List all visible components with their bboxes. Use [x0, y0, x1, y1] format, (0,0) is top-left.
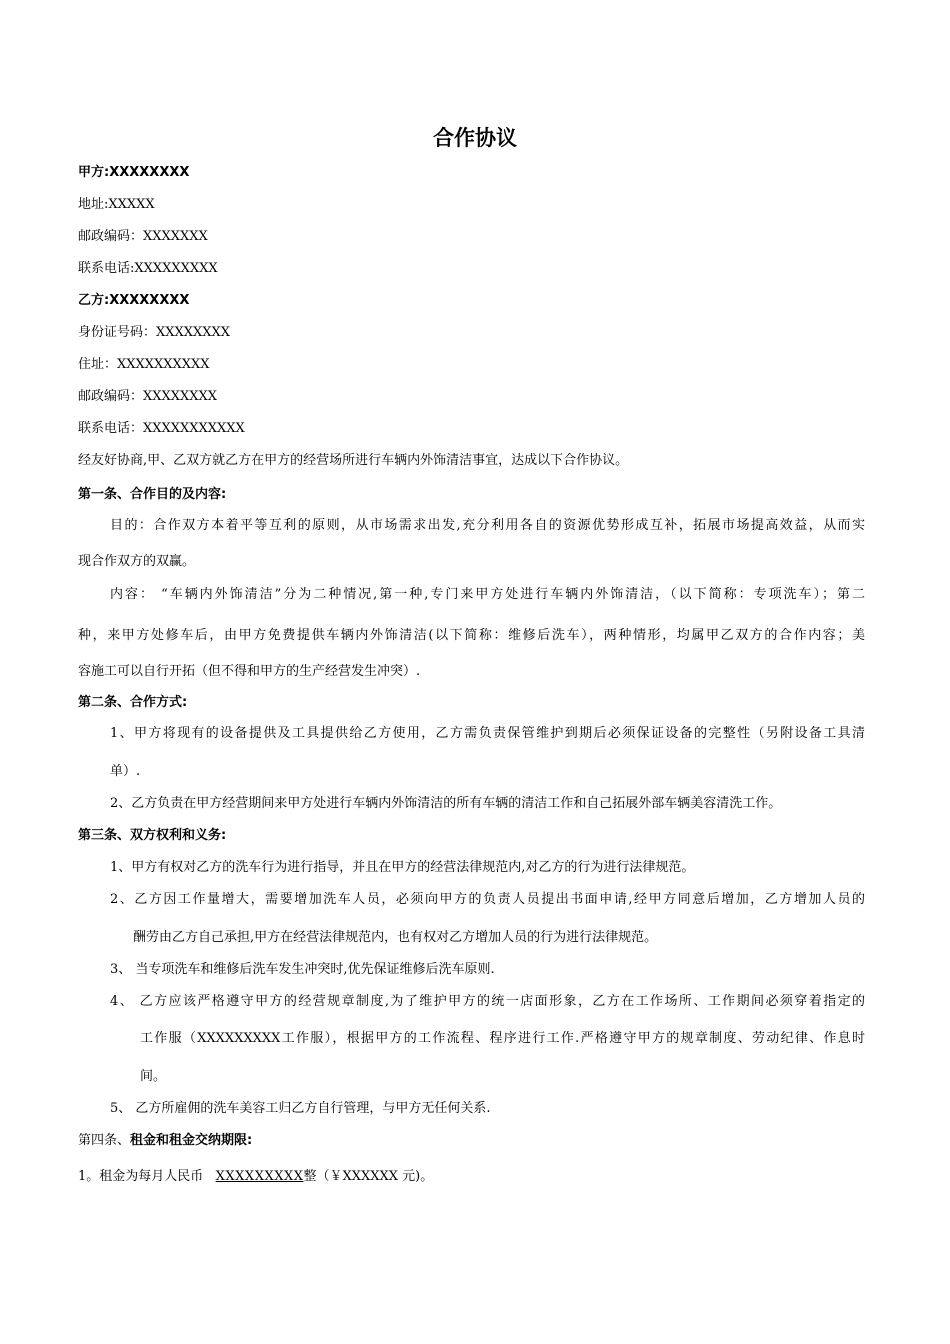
party-a-phone: 联系电话:XXXXXXXXX: [78, 261, 218, 276]
party-b-postcode: 邮政编码：XXXXXXXX: [78, 389, 218, 404]
article-3-item-3: 3、 当专项洗车和维修后洗车发生冲突时,优先保证维修后洗车原则.: [110, 962, 495, 977]
article-3-item-4-line-2: 工作服（XXXXXXXXX工作服），根据甲方的工作流程、程序进行工作.严格遵守甲方的规章制度、劳动纪律、作息时: [140, 1031, 865, 1046]
article-1-purpose-line-2: 现合作双方的双赢。: [78, 554, 196, 569]
intro-paragraph: 经友好协商,甲、乙双方就乙方在甲方的经营场所进行车辆内外饰清洁事宜，达成以下合作协议。: [78, 453, 629, 468]
article-1-content-line-3: 容施工可以自行开拓（但不得和甲方的生产经营发生冲突）.: [78, 664, 421, 679]
article-4-heading-title: 租金和租金交纳期限:: [130, 1133, 253, 1148]
article-4-heading: [78, 1132, 870, 1150]
party-a-label: 甲方:XXXXXXXX: [78, 165, 190, 180]
article-1-purpose-line-1: 目的：合作双方本着平等互利的原则，从市场需求出发,充分利用各自的资源优势形成互补，拓展市场提高效益，从而实: [110, 518, 865, 533]
article-4-rent-line: [78, 1168, 870, 1186]
article-3-item-1: 1、甲方有权对乙方的洗车行为进行指导，并且在甲方的经营法律规范内,对乙方的行为进行法律规范。: [110, 860, 695, 875]
article-2-item-1-line-1: 1、甲方将现有的设备提供及工具提供给乙方使用，乙方需负责保管维护到期后必须保证设备的完整性（另附设备工具清: [110, 726, 865, 741]
article-1-content-line-1: 内容： “车辆内外饰清洁”分为二种情况,第一种,专门来甲方处进行车辆内外饰清洁，（以下简称：专项洗车）；第二: [110, 587, 865, 602]
article-2-item-1-line-2: 单）.: [110, 764, 141, 779]
rent-amount: XXXXXXXXX: [215, 1169, 304, 1184]
document-title: 合作协议: [433, 126, 517, 150]
article-1-heading: 第一条、合作目的及内容:: [78, 487, 227, 502]
rent-suffix: 整（￥XXXXXX 元)。: [303, 1169, 434, 1184]
party-b-residence: 住址：XXXXXXXXXX: [78, 357, 210, 372]
party-b-id-number: 身份证号码：XXXXXXXX: [78, 325, 231, 340]
article-2-item-2: 2、乙方负责在甲方经营期间来甲方处进行车辆内外饰清洁的所有车辆的清洁工作和自己拓展外部车辆美容清洗工作。: [110, 796, 782, 811]
article-2-heading: 第二条、合作方式:: [78, 695, 188, 710]
article-4-heading-prefix: 第四条、: [78, 1133, 131, 1148]
article-3-item-2-line-2: 酬劳由乙方自己承担,甲方在经营法律规范内，也有权对乙方增加人员的行为进行法律规范。: [133, 930, 658, 945]
party-b-label: 乙方:XXXXXXXX: [78, 293, 190, 308]
party-b-phone: 联系电话：XXXXXXXXXXX: [78, 421, 245, 436]
rent-prefix: 1。租金为每月人民币: [78, 1169, 208, 1184]
party-a-address: 地址:XXXXX: [78, 197, 155, 212]
article-3-item-5: 5、 乙方所雇佣的洗车美容工归乙方自行管理，与甲方无任何关系.: [110, 1101, 491, 1116]
article-3-heading: 第三条、双方权利和义务:: [78, 828, 227, 843]
party-a-postcode: 邮政编码：XXXXXXX: [78, 229, 208, 244]
article-3-item-2-line-1: 2、乙方因工作量增大，需要增加洗车人员，必须向甲方的负责人员提出书面申请,经甲方同意后增加，乙方增加人员的: [110, 892, 865, 907]
article-3-item-4-line-1: 4、 乙方应该严格遵守甲方的经营规章制度,为了维护甲方的统一店面形象，乙方在工作场所、工作期间必须穿着指定的: [110, 994, 865, 1009]
article-1-content-line-2: 种，来甲方处修车后，由甲方免费提供车辆内外饰清洁(以下简称：维修后洗车），两种情形，均属甲乙双方的合作内容；美: [78, 628, 865, 643]
article-3-item-4-line-3: 间。: [140, 1069, 167, 1084]
